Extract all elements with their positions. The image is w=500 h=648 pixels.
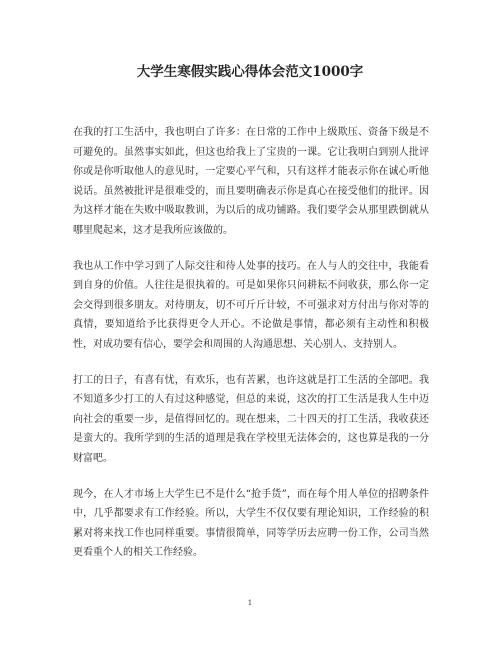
paragraph-2: 我也从工作中学习到了人际交往和待人处事的技巧。在人与人的交往中，我能看到自身的价值。人往往是很执着的。可是如果你只问耕耘不问收获，那么你一定会交得到很多朋友。对待朋友，切不可斤斤计较，不可强求对方付出与你对等的真情，要知道给予比获得更令人开心。不论做是事情，都必须有主动性和积极性，对成功要有信心，要学会和周围的人沟通思想、关心别人、支持别人。 <box>73 260 429 350</box>
page-number: 1 <box>247 599 253 607</box>
paragraph-3: 打工的日子，有喜有忧，有欢乐，也有苦累，也许这就是打工生活的全部吧。我不知道多少打工的人有过这种感觉，但总的来说，这次的打工生活是我人生中迈向社会的重要一步，是值得回忆的。现在想来，二十四天的打工生活，我收获还是蛮大的。我所学到的生活的道理是我在学校里无法体会的，这也算是我的一分财富吧。 <box>73 374 429 464</box>
paragraph-1: 在我的打工生活中，我也明白了许多：在日常的工作中上级欺压、资备下级是不可避免的。虽然事实如此，但这也给我上了宝贵的一课。它让我明白到别人批评你或是你听取他人的意见时，一定要心平气和，只有这样才能表示你在诚心听他说话。虽然被批评是很难受的，而且要明确表示你是真心在接受他们的批评。因为这样才能在失败中吸取教训，为以后的成功铺路。我们要学会从那里跌倒就从哪里爬起来，这才是我所应该做的。 <box>73 127 429 236</box>
document-body <box>73 123 429 579</box>
paragraph-4: 现今，在人才市场上大学生已不是什么“抢手货”，而在每个用人单位的招聘条件中，几乎都要求有工作经验。所以，大学生不仅仅要有理论知识，工作经验的积累对将来找工作也同样重要。事情很简单，同等学历去应聘一份工作，公司当然更看重个人的相关工作经验。 <box>73 488 429 559</box>
document-title: 大学生寒假实践心得体会范文1000字 <box>136 64 364 80</box>
